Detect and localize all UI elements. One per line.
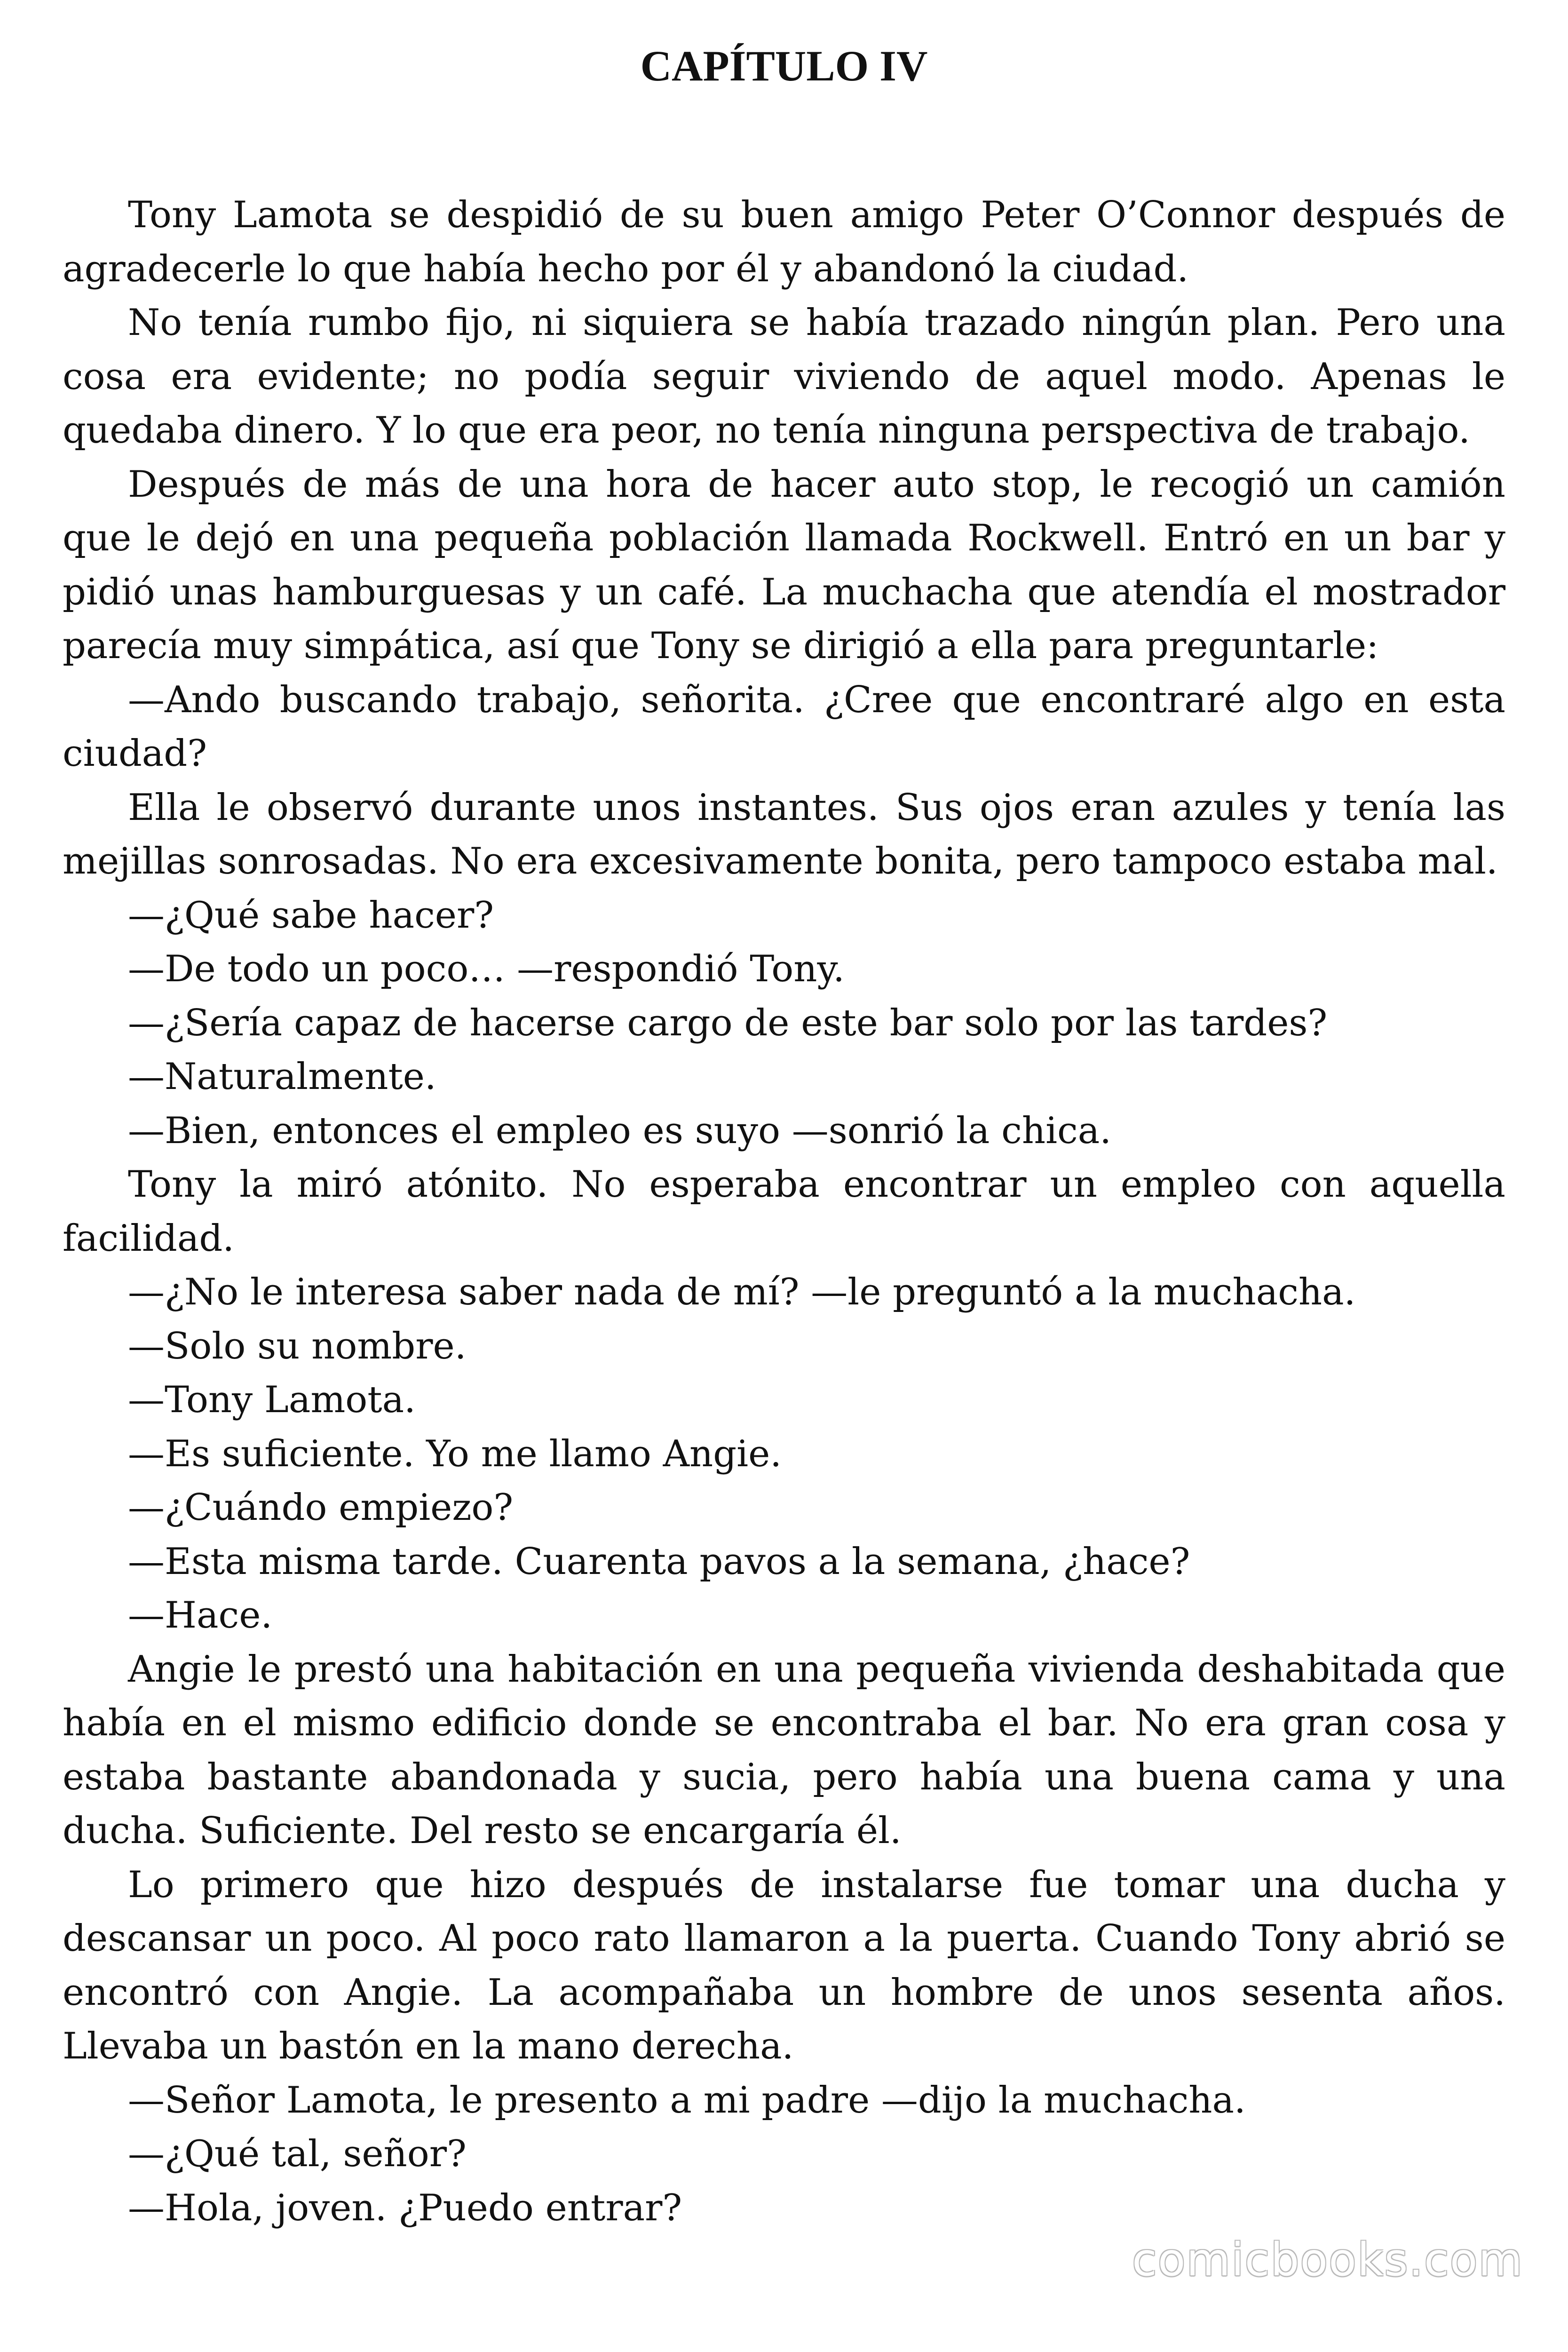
dialogue-line: —Esta misma tarde. Cuarenta pavos a la semana, ¿hace? — [128, 1540, 1190, 1583]
dialogue-line: —¿Sería capaz de hacerse cargo de este bar solo por las tardes? — [128, 1001, 1328, 1044]
dialogue-line: —Es suficiente. Yo me llamo Angie. — [128, 1432, 782, 1475]
paragraph: Después de más de una hora de hacer auto stop, le recogió un camión que le dejó en una pequeña población llamada Rockwell. Entró en un bar y pidió unas hamburguesas y un café. La muchacha que atendía el mostrador parecía muy simpática, así que Tony se dirigió a ella para preguntarle: — [63, 463, 1505, 667]
dialogue-line: —Naturalmente. — [128, 1056, 436, 1098]
dialogue-line: —Señor Lamota, le presento a mi padre —dijo la muchacha. — [128, 2079, 1246, 2122]
book-page — [63, 38, 1505, 2324]
watermark: comicbooks.com — [1132, 2233, 1523, 2286]
dialogue-line: —Tony Lamota. — [128, 1379, 416, 1421]
dialogue-line: —¿Qué tal, señor? — [128, 2133, 467, 2175]
dialogue-line: —Ando buscando trabajo, señorita. ¿Cree que encontraré algo en esta ciudad? — [63, 678, 1505, 775]
paragraph: Angie le prestó una habitación en una pequeña vivienda deshabitada que había en el mismo edificio donde se encontraba el bar. No era gran cosa y estaba bastante abandonada y sucia, pero había una buena cama y una ducha. Suficiente. Del resto se encargaría él. — [63, 1648, 1505, 1852]
dialogue-line: —¿Qué sabe hacer? — [128, 894, 494, 937]
dialogue-line: —Bien, entonces el empleo es suyo —sonrió la chica. — [128, 1109, 1112, 1152]
chapter-body — [63, 188, 1505, 2235]
chapter-title: CAPÍTULO IV — [640, 42, 928, 90]
paragraph: Lo primero que hizo después de instalarse fue tomar una ducha y descansar un poco. Al poco rato llamaron a la puerta. Cuando Tony abrió se encontró con Angie. La acompañaba un hombre de unos sesenta años. Llevaba un bastón en la mano derecha. — [63, 1863, 1505, 2067]
dialogue-line: —De todo un poco… —respondió Tony. — [128, 948, 845, 990]
paragraph: No tenía rumbo fijo, ni siquiera se había trazado ningún plan. Pero una cosa era evidente; no podía seguir viviendo de aquel modo. Apenas le quedaba dinero. Y lo que era peor, no tenía ninguna perspectiva de trabajo. — [63, 302, 1505, 452]
dialogue-line: —Hace. — [128, 1594, 273, 1637]
dialogue-line: —¿No le interesa saber nada de mí? —le preguntó a la muchacha. — [128, 1271, 1356, 1313]
dialogue-line: —¿Cuándo empiezo? — [128, 1486, 514, 1529]
dialogue-line: —Hola, joven. ¿Puedo entrar? — [128, 2186, 682, 2229]
paragraph: Ella le observó durante unos instantes. Sus ojos eran azules y tenía las mejillas sonrosadas. No era excesivamente bonita, pero tampoco estaba mal. — [63, 786, 1505, 882]
dialogue-line: —Solo su nombre. — [128, 1325, 467, 1367]
paragraph: Tony Lamota se despidió de su buen amigo Peter O’Connor después de agradecerle lo que había hecho por él y abandonó la ciudad. — [63, 194, 1505, 290]
paragraph: Tony la miró atónito. No esperaba encontrar un empleo con aquella facilidad. — [63, 1163, 1505, 1260]
